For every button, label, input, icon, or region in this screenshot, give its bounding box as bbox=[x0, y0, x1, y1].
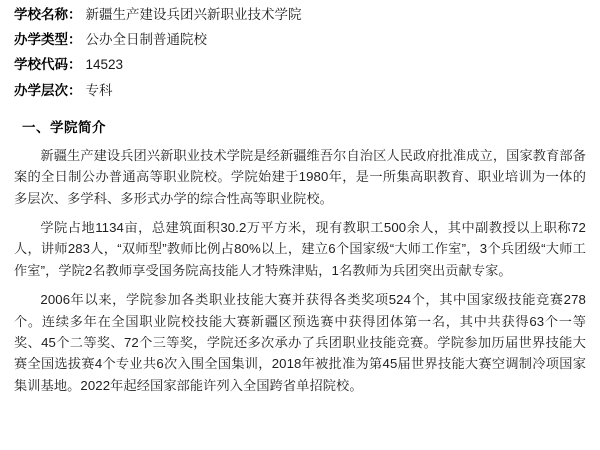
paragraph-competitions: 2006年以来，学院参加各类职业技能大赛并获得各类奖项524个，其中国家级技能竞赛278个。连续多年在全国职业院校技能大赛新疆区预选赛中获得团体第一名，其中共获得63个一等奖、45个二等奖、72个三等奖，学院还多次承办了兵团职业技能竞赛。学院参加历届世界技能大赛全国选拔赛4个专业共6次入围全国集训，2018年被批准为第45届世界技能大赛空调制冷项国家集训基地。2022年起经国家部能许列入全国跨省单招院校。 bbox=[14, 292, 586, 393]
field-school-level-value: 专科 bbox=[85, 82, 113, 98]
paragraph-campus-faculty: 学院占地1134亩，总建筑面积30.2万平方米，现有教职工500余人，其中副教授以上职称72人，讲师283人，“双师型”教师比例占80%以上，建立6个国家级“大师工作室”，3个兵团级“大师工作室”，学院2名教师享受国务院高技能人才特殊津贴，1名教师为兵团突出贡献专家。 bbox=[14, 220, 586, 278]
field-school-name-label: 学校名称： bbox=[14, 7, 82, 22]
field-school-level bbox=[14, 82, 586, 100]
field-school-code-label: 学校代码： bbox=[14, 57, 82, 73]
field-school-type bbox=[14, 31, 586, 49]
field-school-type-label: 办学类型： bbox=[14, 32, 82, 48]
field-school-name-value: 新疆生产建设兵团兴新职业技术学院 bbox=[85, 7, 302, 22]
field-school-level-label: 办学层次： bbox=[14, 82, 82, 98]
field-school-name bbox=[14, 6, 586, 24]
paragraph-overview: 新疆生产建设兵团兴新职业技术学院是经新疆维吾尔自治区人民政府批准成立，国家教育部备案的全日制公办普通高等职业院校。学院始建于1980年，是一所集高职教育、职业培训为一体的多层次、多学科、多形式办学的综合性高等职业院校。 bbox=[14, 147, 586, 206]
field-school-code-value: 14523 bbox=[85, 57, 124, 73]
field-school-type-value: 公办全日制普通院校 bbox=[85, 32, 207, 48]
field-school-code bbox=[14, 56, 586, 74]
section-heading-introduction: 一、学院简介 bbox=[22, 119, 106, 135]
